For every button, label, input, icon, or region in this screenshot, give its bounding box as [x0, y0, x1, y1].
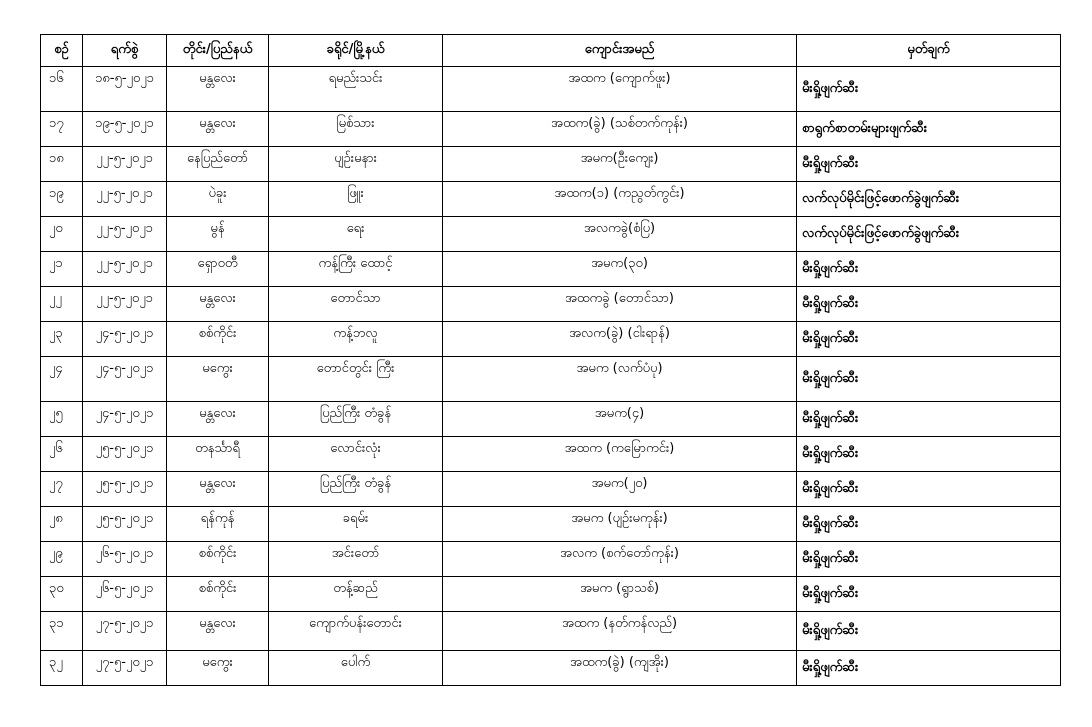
cell-school: အထက (ကျောက်ဖူး): [443, 67, 797, 112]
cell-remark: မီးရှို့ဖျက်ဆီး: [797, 147, 1061, 182]
cell-region: မန္တလေး: [167, 472, 269, 507]
cell-remark: မီးရှို့ဖျက်ဆီး: [797, 287, 1061, 322]
cell-no: ၁၈: [41, 147, 83, 182]
cell-district: ကန့်ဘလူ: [269, 322, 443, 357]
cell-district: ရေး: [269, 217, 443, 252]
cell-district: ကျောက်ပန်းတောင်း: [269, 612, 443, 651]
cell-district: ပြည်ကြီး တံခွန်: [269, 402, 443, 437]
cell-remark: မီးရှို့ဖျက်ဆီး: [797, 612, 1061, 651]
cell-district: ကန့်ကြီး ထောင့်: [269, 252, 443, 287]
cell-remark: မီးရှို့ဖျက်ဆီး: [797, 67, 1061, 112]
cell-region: စစ်ကိုင်း: [167, 577, 269, 612]
cell-no: ၃၂: [41, 651, 83, 686]
cell-remark: စာရွက်စာတမ်းများဖျက်ဆီး: [797, 112, 1061, 147]
cell-district: ဖြူး: [269, 182, 443, 217]
cell-no: ၂၆: [41, 437, 83, 472]
cell-remark: မီးရှို့ဖျက်ဆီး: [797, 402, 1061, 437]
cell-district: ပြည်ကြီး တံခွန်: [269, 472, 443, 507]
cell-remark: မီးရှို့ဖျက်ဆီး: [797, 507, 1061, 542]
cell-school: အထက(ခွဲ) (ကျအိုး): [443, 651, 797, 686]
cell-region: နေပြည်တော်: [167, 147, 269, 182]
cell-region: စစ်ကိုင်း: [167, 542, 269, 577]
cell-district: တောင်သာ: [269, 287, 443, 322]
cell-remark: မီးရှို့ဖျက်ဆီး: [797, 357, 1061, 402]
cell-school: အထကခွဲ (တောင်သာ): [443, 287, 797, 322]
cell-remark: မီးရှို့ဖျက်ဆီး: [797, 252, 1061, 287]
table-row: [41, 217, 1061, 252]
header-remark: မှတ်ချက်: [797, 35, 1061, 67]
cell-school: အမက (ရွာသစ်): [443, 577, 797, 612]
cell-region: မန္တလေး: [167, 287, 269, 322]
cell-date: ၂၄-၅-၂၀၂၁: [83, 402, 167, 437]
cell-school: အမက(၃၀): [443, 252, 797, 287]
cell-region: မန္တလေး: [167, 402, 269, 437]
cell-district: မြစ်သား: [269, 112, 443, 147]
cell-date: ၂၂-၅-၂၀၂၁: [83, 147, 167, 182]
cell-date: ၂၆-၅-၂၀၂၁: [83, 577, 167, 612]
table-row: [41, 507, 1061, 542]
cell-date: ၂၇-၅-၂၀၂၁: [83, 651, 167, 686]
cell-date: ၂၆-၅-၂၀၂၁: [83, 542, 167, 577]
header-school: ကျောင်းအမည်: [443, 35, 797, 67]
cell-no: ၃၀: [41, 577, 83, 612]
cell-region: စစ်ကိုင်း: [167, 322, 269, 357]
cell-school: အမက(၂၀): [443, 472, 797, 507]
cell-school: အလက (စက်တော်ကုန်း): [443, 542, 797, 577]
cell-no: ၂၂: [41, 287, 83, 322]
cell-region: မန္တလေး: [167, 612, 269, 651]
cell-no: ၃၁: [41, 612, 83, 651]
cell-date: ၂၄-၅-၂၀၂၁: [83, 357, 167, 402]
cell-remark: လက်လုပ်မိုင်းဖြင့်ဖောက်ခွဲဖျက်ဆီး: [797, 182, 1061, 217]
cell-district: တောင်တွင်း ကြီး: [269, 357, 443, 402]
cell-school: အထက(ခွဲ) (သစ်တက်ကုန်း): [443, 112, 797, 147]
header-region: တိုင်း/ပြည်နယ်: [167, 35, 269, 67]
header-district: ခရိုင်/မြို့နယ်: [269, 35, 443, 67]
cell-remark: မီးရှို့ဖျက်ဆီး: [797, 542, 1061, 577]
cell-remark: မီးရှို့ဖျက်ဆီး: [797, 322, 1061, 357]
cell-date: ၁၉-၅-၂၀၂၁: [83, 112, 167, 147]
header-date: ရက်စွဲ: [83, 35, 167, 67]
cell-date: ၂၇-၅-၂၀၂၁: [83, 612, 167, 651]
cell-region: ရှောဝတီ: [167, 252, 269, 287]
table-row: [41, 402, 1061, 437]
cell-remark: မီးရှို့ဖျက်ဆီး: [797, 651, 1061, 686]
cell-school: အထက (ကမြောကင်း): [443, 437, 797, 472]
cell-no: ၂၈: [41, 507, 83, 542]
table-row: [41, 182, 1061, 217]
cell-region: မွန်: [167, 217, 269, 252]
cell-date: ၂၅-၅-၂၀၂၁: [83, 507, 167, 542]
cell-region: မကွေး: [167, 357, 269, 402]
table-row: [41, 287, 1061, 322]
cell-district: လောင်းလုံး: [269, 437, 443, 472]
table-row: [41, 612, 1061, 651]
cell-school: အမက (လက်ပံပု): [443, 357, 797, 402]
table-row: [41, 252, 1061, 287]
cell-school: အထက (နတ်ကန်လည်): [443, 612, 797, 651]
cell-district: တန့်ဆည်: [269, 577, 443, 612]
document-page: [40, 34, 1061, 686]
cell-district: ခရမ်း: [269, 507, 443, 542]
cell-remark: မီးရှို့ဖျက်ဆီး: [797, 437, 1061, 472]
cell-date: ၂၂-၅-၂၀၂၁: [83, 287, 167, 322]
cell-date: ၂၅-၅-၂၀၂၁: [83, 472, 167, 507]
cell-school: အလက(ခွဲ) (ငါးရာန်): [443, 322, 797, 357]
cell-no: ၂၁: [41, 252, 83, 287]
table-row: [41, 472, 1061, 507]
cell-no: ၁၇: [41, 112, 83, 147]
cell-district: အင်းတော်: [269, 542, 443, 577]
cell-region: ပဲခူး: [167, 182, 269, 217]
table-row: [41, 651, 1061, 686]
cell-district: ပျဉ်းမနား: [269, 147, 443, 182]
cell-date: ၂၂-၅-၂၀၂၁: [83, 182, 167, 217]
table-row: [41, 147, 1061, 182]
cell-no: ၂၉: [41, 542, 83, 577]
cell-no: ၂၃: [41, 322, 83, 357]
table-row: [41, 437, 1061, 472]
cell-district: ပေါက်: [269, 651, 443, 686]
table-row: [41, 542, 1061, 577]
cell-remark: မီးရှို့ဖျက်ဆီး: [797, 577, 1061, 612]
cell-region: တနင်္သာရီ: [167, 437, 269, 472]
cell-no: ၂၀: [41, 217, 83, 252]
cell-region: မန္တလေး: [167, 67, 269, 112]
header-row: [41, 35, 1061, 67]
cell-no: ၁၆: [41, 67, 83, 112]
cell-region: မန္တလေး: [167, 112, 269, 147]
cell-date: ၂၂-၅-၂၀၂၁: [83, 217, 167, 252]
table-row: [41, 112, 1061, 147]
cell-date: ၂၄-၅-၂၀၂၁: [83, 322, 167, 357]
header-no: စဉ်: [41, 35, 83, 67]
table-row: [41, 577, 1061, 612]
cell-region: မကွေး: [167, 651, 269, 686]
table-row: [41, 322, 1061, 357]
cell-school: အမက(ဦးကျေး): [443, 147, 797, 182]
cell-date: ၂၂-၅-၂၀၂၁: [83, 252, 167, 287]
incident-table: [40, 34, 1061, 686]
cell-no: ၂၅: [41, 402, 83, 437]
cell-school: အမက(၄): [443, 402, 797, 437]
cell-district: ရမည်းသင်း: [269, 67, 443, 112]
cell-remark: မီးရှို့ဖျက်ဆီး: [797, 472, 1061, 507]
cell-region: ရန်ကုန်: [167, 507, 269, 542]
table-row: [41, 357, 1061, 402]
cell-school: အမက (ပျဉ်းမကုန်း): [443, 507, 797, 542]
cell-remark: လက်လုပ်မိုင်းဖြင့်ဖောက်ခွဲဖျက်ဆီး: [797, 217, 1061, 252]
cell-date: ၁၈-၅-၂၀၂၁: [83, 67, 167, 112]
cell-school: အလကခွဲ(စံပြ): [443, 217, 797, 252]
cell-no: ၂၄: [41, 357, 83, 402]
cell-school: အထက(၁) (ကညွတ်ကွင်း): [443, 182, 797, 217]
cell-no: ၂၇: [41, 472, 83, 507]
cell-date: ၂၅-၅-၂၀၂၁: [83, 437, 167, 472]
cell-no: ၁၉: [41, 182, 83, 217]
table-row: [41, 67, 1061, 112]
